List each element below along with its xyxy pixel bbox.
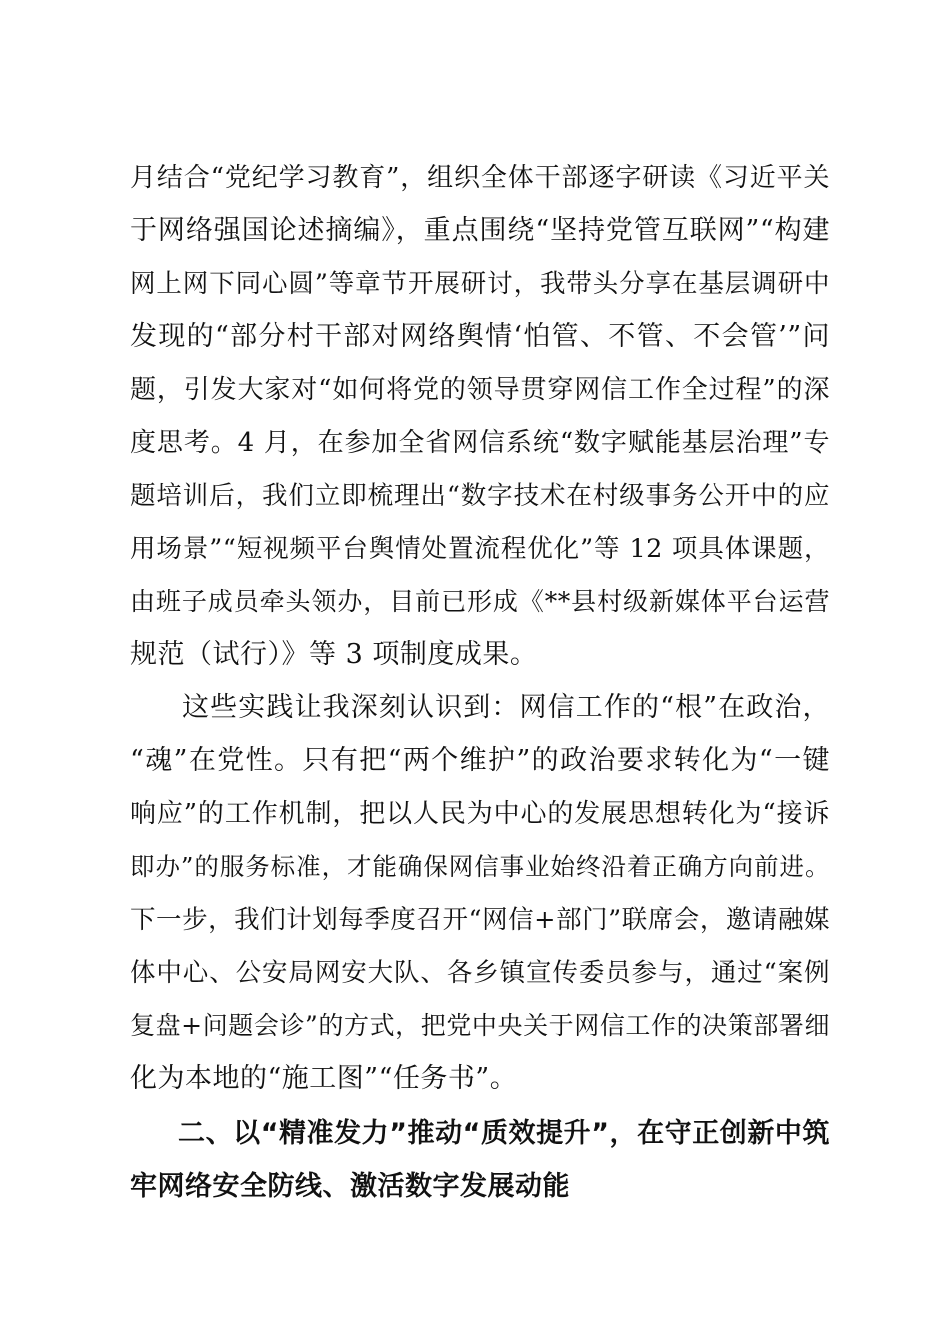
paragraph-line: 月结合“党纪学习教育”，组织全体干部逐字研读《习近平关 (130, 163, 830, 193)
paragraph-line: 于网络强国论述摘编》，重点围绕“坚持党管互联网”“构建 (130, 215, 830, 246)
paragraph-line: 下一步，我们计划每季度召开“网信+部门”联席会，邀请融媒 (130, 905, 830, 935)
paragraph-line: 化为本地的“施工图”“任务书”。 (130, 1063, 518, 1094)
section-heading: 二、以“精准发力”推动“质效提升”，在守正创新中筑 (178, 1118, 830, 1149)
paragraph-line: 题，引发大家对“如何将党的领导贯穿网信工作全过程”的深 (130, 375, 830, 405)
paragraph-line: 响应”的工作机制，把以人民为中心的发展思想转化为“接诉 (130, 799, 830, 829)
paragraph-line: 网上网下同心圆”等章节开展研讨，我带头分享在基层调研中 (130, 269, 830, 299)
paragraph-line: 复盘+问题会诊”的方式，把党中央关于网信工作的决策部署细 (130, 1011, 830, 1040)
paragraph-line: 由班子成员牵头领办，目前已形成《**县村级新媒体平台运营 (130, 587, 830, 616)
paragraph-line: 体中心、公安局网安大队、各乡镇宣传委员参与，通过“案例 (130, 958, 830, 988)
paragraph-line: 题培训后，我们立即梳理出“数字技术在村级事务公开中的应 (130, 481, 830, 511)
paragraph-line: 用场景”“短视频平台舆情处置流程优化”等 12 项具体课题， (130, 534, 830, 564)
paragraph-line: 规范（试行）》等 3 项制度成果。 (130, 639, 538, 670)
paragraph-line: 发现的“部分村干部对网络舆情‘怕管、不管、不会管’”问 (130, 321, 830, 352)
paragraph-line: 即办”的服务标准，才能确保网信事业始终沿着正确方向前进。 (130, 852, 830, 881)
section-heading: 牢网络安全防线、激活数字发展动能 (130, 1171, 570, 1202)
paragraph-line: “魂”在党性。只有把“两个维护”的政治要求转化为“一键 (130, 745, 830, 776)
paragraph-line: 这些实践让我深刻认识到：网信工作的“根”在政治， (182, 692, 830, 723)
paragraph-line: 度思考。4 月，在参加全省网信系统“数字赋能基层治理”专 (130, 428, 830, 458)
